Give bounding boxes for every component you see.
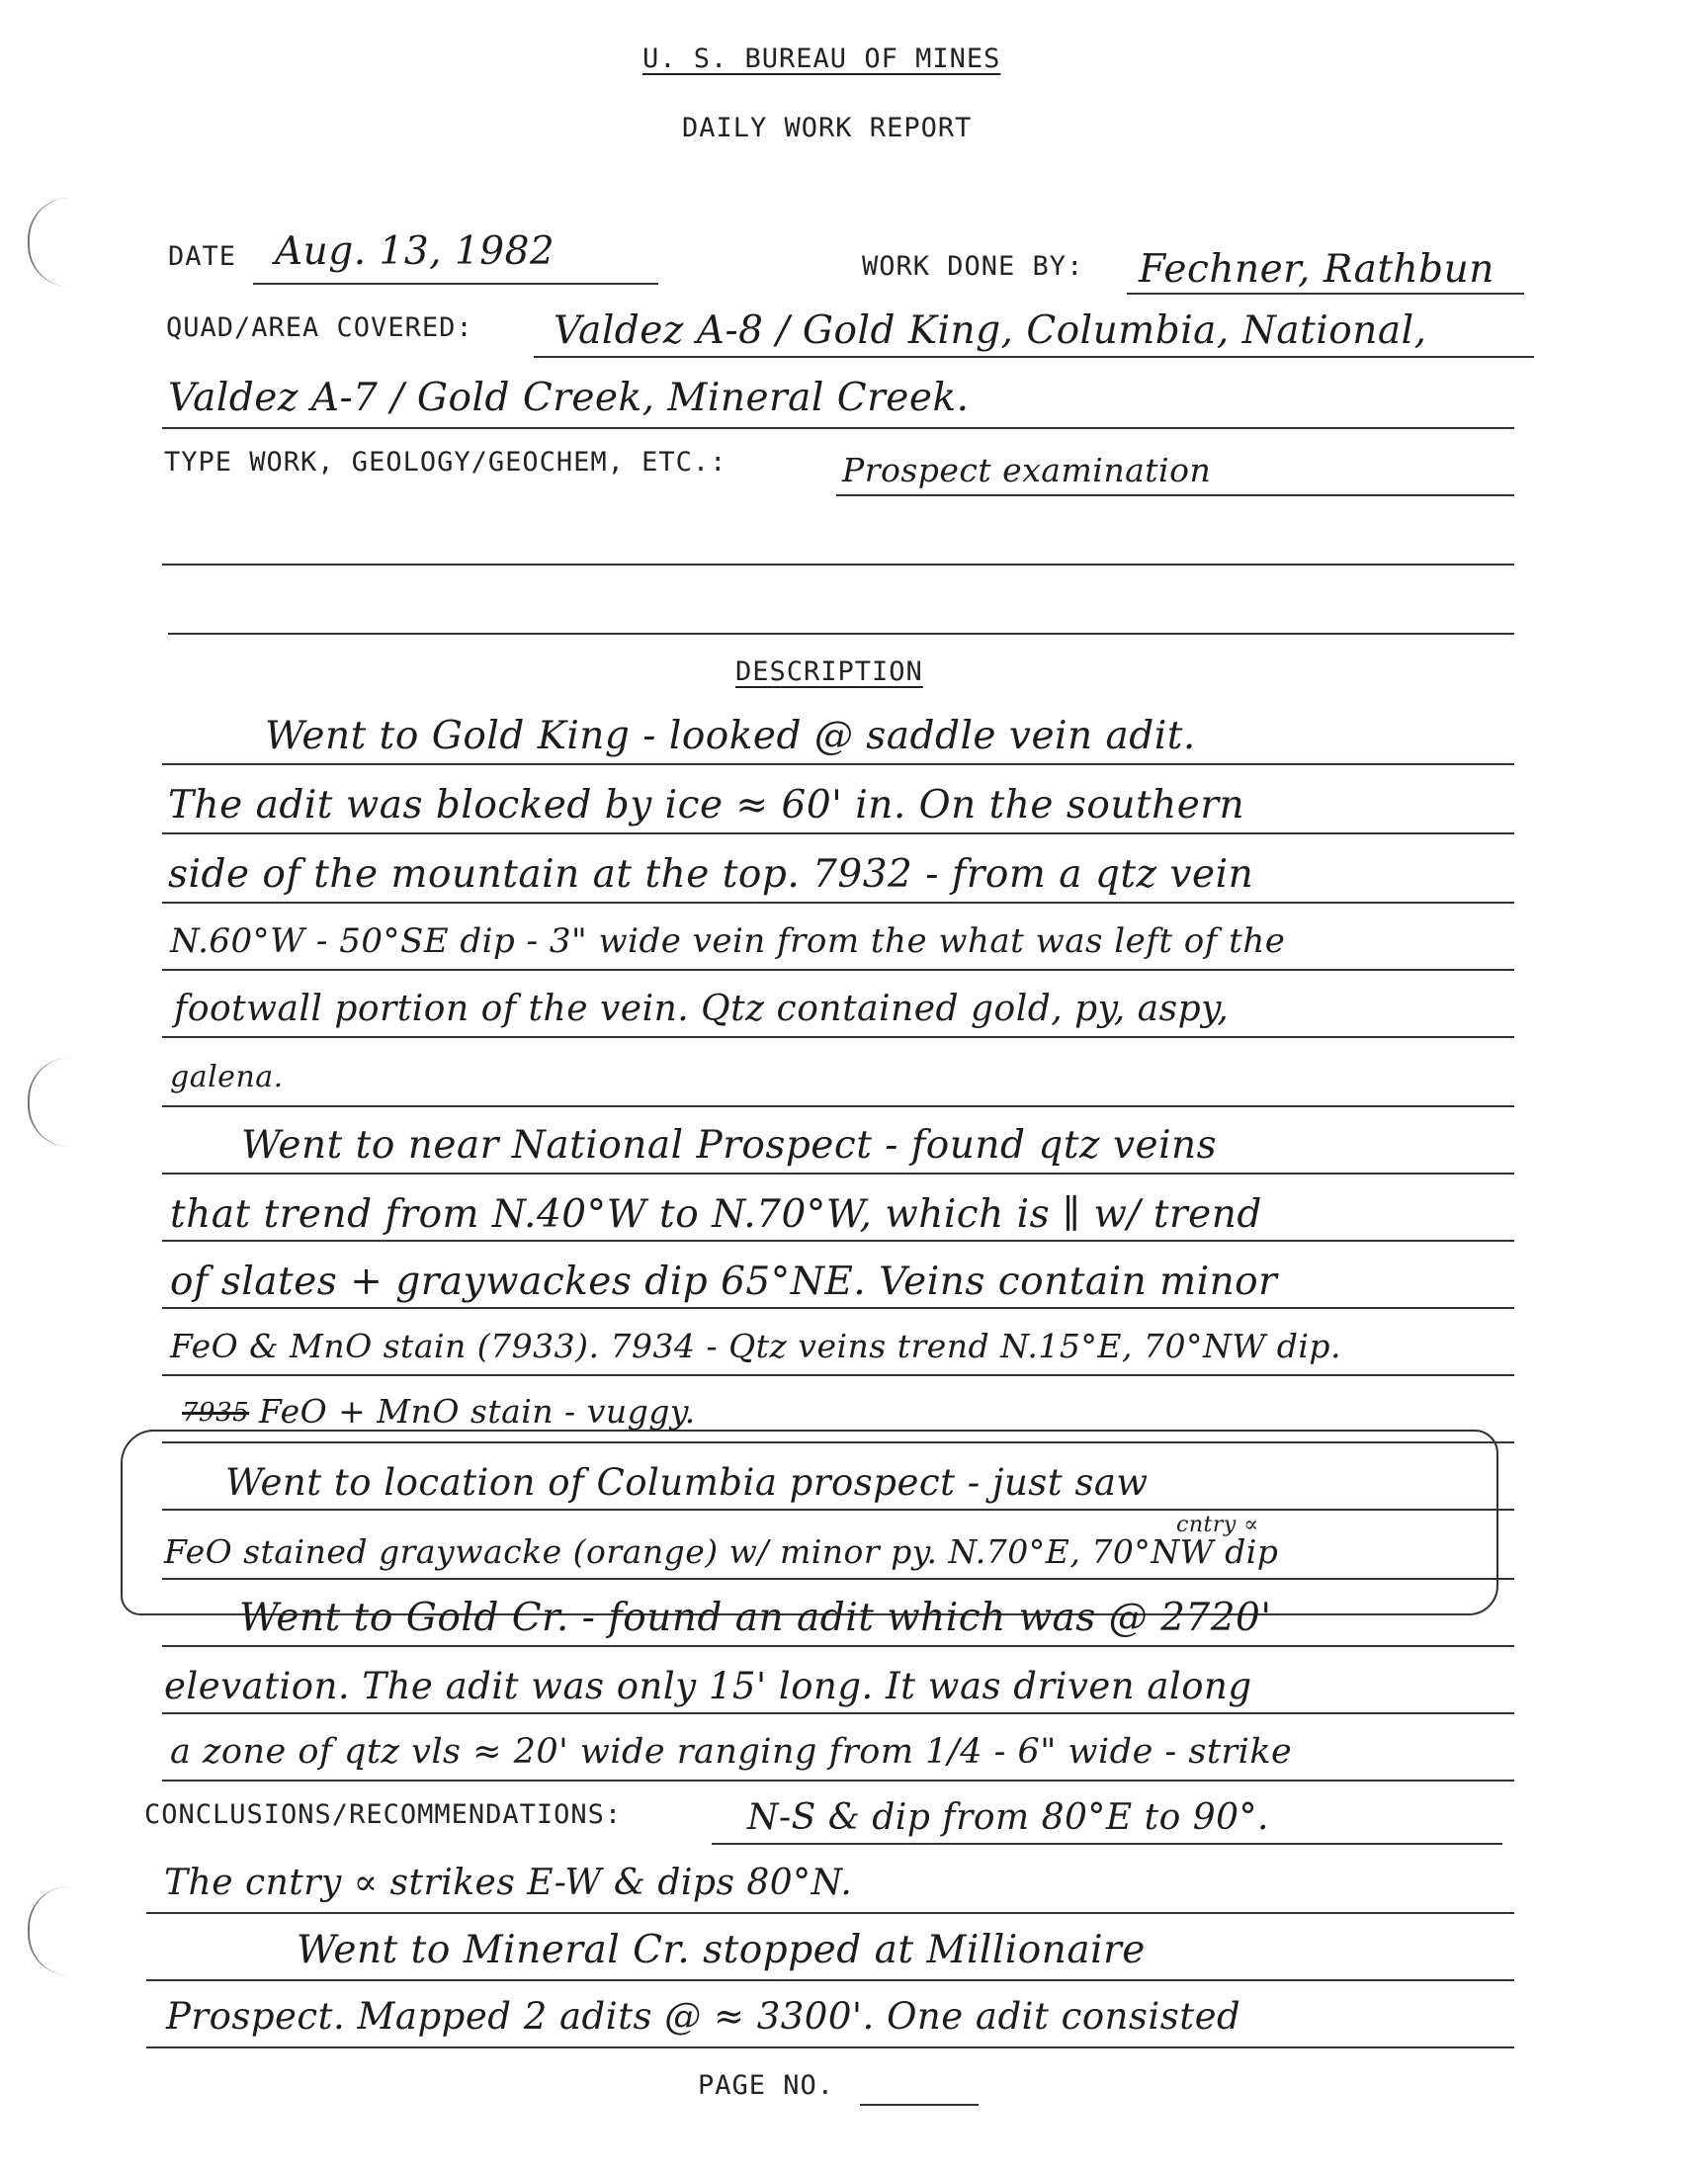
work-done-by-value: Fechner, Rathbun — [1139, 247, 1494, 292]
agency-title: U. S. BUREAU OF MINES — [642, 44, 1001, 74]
date-value: Aug. 13, 1982 — [275, 229, 555, 274]
page-no-label: PAGE NO. — [698, 2070, 835, 2101]
page-no-line — [860, 2104, 979, 2106]
description-rule — [162, 1645, 1514, 1647]
description-rule — [162, 1712, 1514, 1714]
date-line — [253, 283, 658, 285]
type-work-line-1 — [836, 494, 1514, 496]
description-line: N.60°W - 50°SE dip - 3" wide vein from the what was left of the — [170, 921, 1286, 961]
description-line: a zone of qtz vls ≈ 20' wide ranging from 1/4 - 6" wide - strike — [170, 1732, 1293, 1772]
description-rule — [162, 969, 1514, 971]
punch-hole-middle — [28, 1058, 69, 1147]
work-done-by-label: WORK DONE BY: — [862, 251, 1084, 282]
conclusions-line: The cntry ∝ strikes E-W & dips 80°N. — [164, 1863, 853, 1903]
conclusions-rule — [146, 1979, 1514, 1981]
description-line: elevation. The adit was only 15' long. It was driven along — [164, 1665, 1252, 1707]
description-line: FeO + MnO stain - vuggy. — [259, 1392, 696, 1431]
description-rule — [162, 1307, 1514, 1309]
work-done-by-line — [1127, 293, 1524, 295]
description-heading: DESCRIPTION — [735, 656, 923, 687]
conclusions-label: CONCLUSIONS/RECOMMENDATIONS: — [144, 1799, 623, 1830]
quad-value-line1: Valdez A-8 / Gold King, Columbia, National, — [554, 308, 1427, 353]
description-line: footwall portion of the vein. Qtz contained gold, py, aspy, — [174, 989, 1230, 1029]
description-rule — [162, 1036, 1514, 1038]
quad-value-line2: Valdez A-7 / Gold Creek, Mineral Creek. — [168, 376, 970, 420]
description-rule — [162, 902, 1514, 904]
conclusions-line: Prospect. Mapped 2 adits @ ≈ 3300'. One adit consisted — [166, 1995, 1241, 2038]
description-line: FeO stained graywacke (orange) w/ minor py. N.70°E, 70°NW dip — [164, 1532, 1279, 1571]
description-line: galena. — [170, 1060, 284, 1094]
conclusions-rule — [146, 2046, 1514, 2048]
description-rule — [162, 763, 1514, 765]
quad-line-2 — [162, 427, 1514, 429]
conclusions-line: N-S & dip from 80°E to 90°. — [747, 1797, 1269, 1838]
insert-note: cntry ∝ — [1176, 1513, 1259, 1537]
conclusions-line: Went to Mineral Cr. stopped at Millionaire — [297, 1928, 1146, 1972]
report-title: DAILY WORK REPORT — [682, 113, 973, 143]
description-line: Went to Gold Cr. - found an adit which was @ 2720' — [239, 1596, 1272, 1640]
struck-out-text: 7935 — [182, 1398, 250, 1428]
description-line: Went to Gold King - looked @ saddle vein adit. — [265, 714, 1196, 758]
punch-hole-bottom — [28, 1886, 69, 1975]
type-work-line-3 — [168, 633, 1514, 635]
quad-line-1 — [534, 356, 1534, 358]
type-work-label: TYPE WORK, GEOLOGY/GEOCHEM, ETC.: — [164, 447, 727, 478]
description-rule — [162, 832, 1514, 834]
type-work-value: Prospect examination — [842, 451, 1212, 489]
description-rule — [162, 1105, 1514, 1107]
description-line: side of the mountain at the top. 7932 - from a qtz vein — [168, 852, 1254, 897]
description-line: Went to location of Columbia prospect - just saw — [225, 1461, 1149, 1504]
conclusions-rule — [146, 1912, 1514, 1914]
description-line: that trend from N.40°W to N.70°W, which is ∥ w/ trend — [170, 1192, 1262, 1237]
description-line: Went to near National Prospect - found qtz veins — [241, 1123, 1218, 1168]
description-rule — [162, 1374, 1514, 1376]
description-line: FeO & MnO stain (7933). 7934 - Qtz veins trend N.15°E, 70°NW dip. — [170, 1327, 1342, 1365]
description-rule — [162, 1173, 1514, 1174]
description-line: of slates + graywackes dip 65°NE. Veins contain minor — [170, 1260, 1278, 1304]
type-work-line-2 — [162, 564, 1514, 566]
description-rule — [162, 1780, 1514, 1782]
columbia-boxed-note — [121, 1430, 1498, 1615]
conclusions-line-1 — [712, 1843, 1502, 1845]
description-line: The adit was blocked by ice ≈ 60' in. On the southern — [168, 783, 1245, 827]
date-label: DATE — [168, 241, 237, 272]
quad-label: QUAD/AREA COVERED: — [166, 312, 473, 343]
description-rule — [162, 1240, 1514, 1242]
punch-hole-top — [28, 198, 69, 287]
